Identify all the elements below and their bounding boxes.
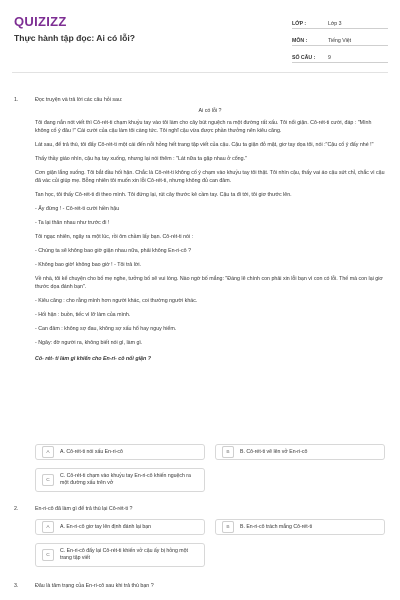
worksheet-meta — [292, 12, 388, 63]
option-letter: C — [42, 474, 54, 486]
question-3 — [14, 582, 388, 594]
story-paragraph: Thấy thầy giáo nhìn, cậu hạ tay xuống, nhưng lại nói thêm : "Lát nữa ta gặp nhau ở cổng." — [35, 156, 247, 162]
question-body — [35, 505, 385, 513]
glossary-item: - Can đảm : không sợ đau, không sợ xấu hổ hay nguy hiểm. — [35, 326, 177, 332]
glossary-item: - Ngây: đờ người ra, không biết nói gì, làm gì. — [35, 340, 143, 346]
option-text: B. Cô-rét-ti vẽ lên vở En-ri-cô — [240, 448, 308, 455]
story-title: Ai có lỗi ? — [198, 108, 222, 114]
quizizz-logo: QUIZIZZ — [14, 14, 67, 29]
option-text: A. En-ri-cô giơ tay lên định đánh lại bạn — [60, 523, 152, 530]
meta-subject-value: Tiếng Việt — [328, 38, 352, 44]
option-letter: B — [222, 521, 234, 533]
question-body — [35, 96, 385, 363]
answer-option-b[interactable] — [215, 519, 385, 535]
story-paragraph: Tan học, tôi thấy Cô-rét-ti đi theo mình. Tôi đứng lại, rút cây thước kẻ cầm tay. Cậu ta đi tới, tôi giơ thước lên. — [35, 192, 292, 198]
answer-option-b[interactable] — [215, 444, 385, 460]
story-paragraph: Về nhà, tôi kể chuyện cho bố mẹ nghe, tưởng bố sẽ vui lòng. Nào ngờ bố mắng: "Đáng lẽ chính con phải xin lỗi bạn vì con có lỗi. Thế mà con lại giơ thước dọa đánh bạn". — [35, 276, 383, 290]
answer-option-c[interactable] — [35, 543, 205, 567]
question-1 — [14, 96, 388, 556]
glossary-item: - Kiêu căng : cho rằng mình hơn người khác, coi thường người khác. — [35, 298, 198, 304]
meta-count-value: 9 — [328, 55, 331, 61]
meta-count — [292, 46, 388, 63]
option-text: C. Cô-rét-ti chạm vào khuỷu tay En-ri-cô khiến nguệch ra một đường xấu trên vở — [60, 473, 191, 486]
option-text: B. En-ri-cô trách mắng Cô-rét-ti — [240, 523, 313, 530]
meta-grade-key: LỚP : — [292, 21, 307, 27]
story-paragraph: - Chúng ta sẽ không bao giờ giận nhau nữa, phải không En-ri-cô ? — [35, 248, 192, 254]
answer-option-a[interactable] — [35, 444, 205, 460]
question-text: Đâu là tâm trạng của En-ri-cô sau khi trả thù bạn ? — [35, 583, 154, 589]
question-body — [35, 582, 385, 590]
worksheet-header — [0, 0, 400, 66]
answer-option-a[interactable] — [35, 519, 205, 535]
story-paragraph: - Không bao giờ! không bao giờ ! - Tôi trả lời. — [35, 262, 142, 268]
question-2 — [14, 505, 388, 575]
question-number: 3. — [14, 583, 19, 589]
header-divider — [12, 72, 388, 73]
option-letter: C — [42, 549, 54, 561]
option-text: C. En-ri-cô đẩy lại Cô-rét-ti khiến vở cậu ấy bị hỏng một trang tập viết — [60, 548, 188, 561]
answer-option-c[interactable] — [35, 468, 205, 492]
story-paragraph: Tôi ngạc nhiên, ngây ra một lúc, rồi ôm chầm lấy bạn. Cô-rét-ti nói : — [35, 234, 194, 240]
option-letter: A — [42, 446, 54, 458]
question-text: Cô- rét- ti làm gì khiến cho En-ri- cô nổi giận ? — [35, 356, 151, 362]
meta-subject-key: MÔN : — [292, 38, 308, 44]
question-text: En-ri-cô đã làm gì để trả thù lại Cô-rét-ti ? — [35, 506, 133, 512]
question-prompt: Đọc truyện và trả lời các câu hỏi sau: — [35, 97, 123, 103]
story-paragraph: Lát sau, để trả thù, tôi đẩy Cô-rét-ti một cái đến nỗi hỏng hết trang tập viết của cậu. Cậu ta giận đỏ mặt, giơ tay dọa tôi, nói :"Cậu cố ý đấy nhé !" — [35, 142, 374, 148]
option-letter: A — [42, 521, 54, 533]
meta-count-key: SỐ CÂU : — [292, 55, 316, 61]
meta-grade — [292, 12, 388, 29]
option-letter: B — [222, 446, 234, 458]
story-paragraph: Cơn giận lắng xuống. Tôi bắt đầu hối hận. Chắc là Cô-rét-ti không cố ý chạm vào khuỷu tay tôi thật. Tôi nhìn cậu, thấy vai áo cậu sứt chỉ, chắc vì cậu đã vác củi giúp mẹ. Bỗng nhiên tôi muốn xin lỗi Cô-rét-ti, nhưng không đủ can đảm. — [35, 170, 385, 184]
meta-grade-value: Lớp 3 — [328, 21, 342, 27]
option-text: A. Cô-rét-ti nói xấu En-ri-cô — [60, 448, 123, 455]
story-paragraph: - Ấy đừng ! - Cô-rét-ti cười hiền hậu — [35, 206, 120, 212]
meta-subject — [292, 29, 388, 46]
question-number: 2. — [14, 506, 19, 512]
question-number: 1. — [14, 97, 19, 103]
worksheet-title: Thực hành tập đọc: Ai có lỗi? — [14, 33, 135, 43]
story-paragraph: - Ta lại thân nhau như trước đi ! — [35, 220, 110, 226]
glossary-item: - Hối hận : buồn, tiếc vì lỡ làm của mình. — [35, 312, 131, 318]
story-paragraph: Tôi đang nắn nót viết thì Cô-rét-ti chạm khuỷu tay vào tôi làm cho cây bút nguệch ra một đường rất xấu. Tôi nổi giận. Cô-rét-ti cười, đáp : "Mình không cố ý đâu !" Cái cười của cậu làm tôi càng tức. Tôi nghĩ cậu vừa được phần thưởng nên kiêu căng. — [35, 120, 372, 134]
